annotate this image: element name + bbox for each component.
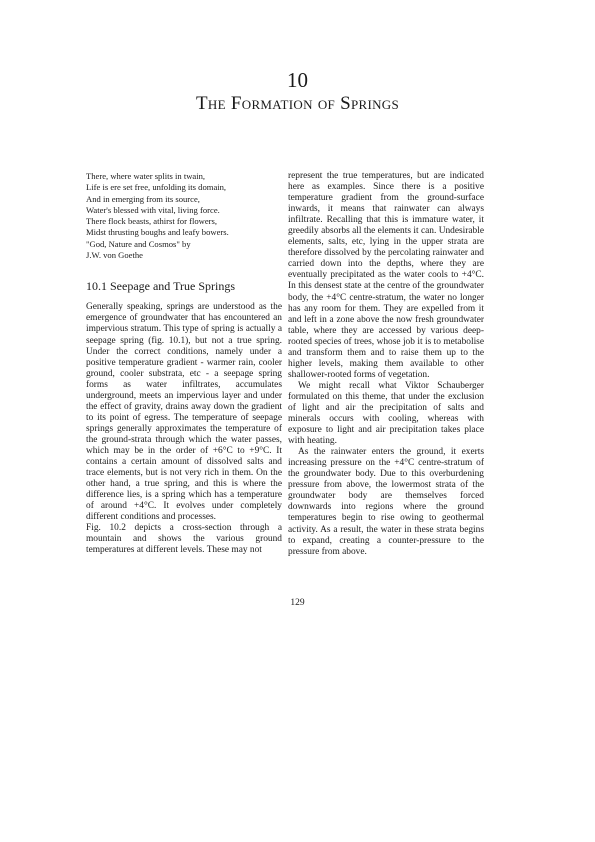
- page-number: 129: [290, 598, 305, 608]
- body-paragraph: Fig. 10.2 depicts a cross-section through a mountain and shows the various ground temperatures at different levels. These may not: [86, 523, 282, 556]
- body-paragraph: As the rainwater enters the ground, it exerts increasing pressure on the +4°C centre-stratum of the groundwater body. Due to this overburdening pressure from above, the lowermost strata of the groundwater body are themselves forced downwards into regions where the ground temperatures begin to rise owing to geothermal activity. As a result, the water in these strata begins to expand, creating a counter-pressure to the pressure from above.: [288, 447, 484, 557]
- chapter-number: 10: [287, 68, 308, 92]
- body-paragraph: We might recall what Viktor Schauberger formulated on this theme, that under the exclusion of light and air the precipitation of salts and minerals occurs with cooling, whereas with exposure to light and air precipitation takes place with heating.: [288, 380, 484, 447]
- chapter-title: The Formation of Springs: [196, 93, 399, 114]
- epigraph-line: Midst thrusting boughs and leafy bowers.: [86, 227, 229, 238]
- epigraph-line: There, where water splits in twain,: [86, 171, 206, 181]
- epigraph-author: J.W. von Goethe: [86, 250, 143, 261]
- right-column: [288, 171, 484, 558]
- epigraph-line: And in emerging from its source,: [86, 193, 200, 204]
- body-paragraph: represent the true temperatures, but are indicated here as examples. Since there is a positive temperature gradient from the ground-surface inwards, it means that rainwater can always infiltrate. Recalling that this is immature water, it greedily absorbs all the elements it can. Undesirable elements, salts, etc, lying in the upper strata are therefore dissolved by the percolating rainwater and carried down into the depths, where they are eventually precipitated as the water cools to +4°C. In this densest state at the centre of the groundwater body, the +4°C centre-stratum, the water no longer has any room for them. They are expelled from it and left in a zone above the now fresh groundwater table, where they are accessed by various deep-rooted species of trees, whose job it is to metabolise and transform them and to raise them up to the higher levels, making them available to other shallower-rooted forms of vegetation.: [288, 171, 484, 380]
- section-heading: 10.1 Seepage and True Springs: [86, 279, 235, 294]
- body-paragraph: Generally speaking, springs are understood as the emergence of groundwater that has encountered an impervious stratum. This type of spring is actually a seepage spring (fig. 10.1), but not a true spring. Under the correct conditions, namely under a positive temperature gradient - warmer rain, cooler ground, cooler substrata, etc - a seepage spring forms as water infiltrates, accumulates underground, meets an impervious layer and under the effect of gravity, drains away down the gradient to its point of egress. The temperature of seepage springs generally approximates the temperature of the ground-strata through which the water passes, which may be in the order of +6°C to +9°C. It contains a certain amount of dissolved salts and trace elements, but is not very rich in them. On the other hand, a true spring, and this is where the difference lies, is a spring which has a temperature of around +4°C. It evolves under completely different conditions and processes.: [86, 302, 282, 523]
- epigraph-line: Water's blessed with vital, living force.: [86, 204, 220, 215]
- epigraph-attribution: "God, Nature and Cosmos" by: [86, 238, 191, 249]
- epigraph-poem: [86, 171, 282, 261]
- left-column: [86, 171, 282, 556]
- epigraph-line: Life is ere set free, unfolding its domain,: [86, 182, 227, 193]
- epigraph-line: There flock beasts, athirst for flowers,: [86, 216, 218, 227]
